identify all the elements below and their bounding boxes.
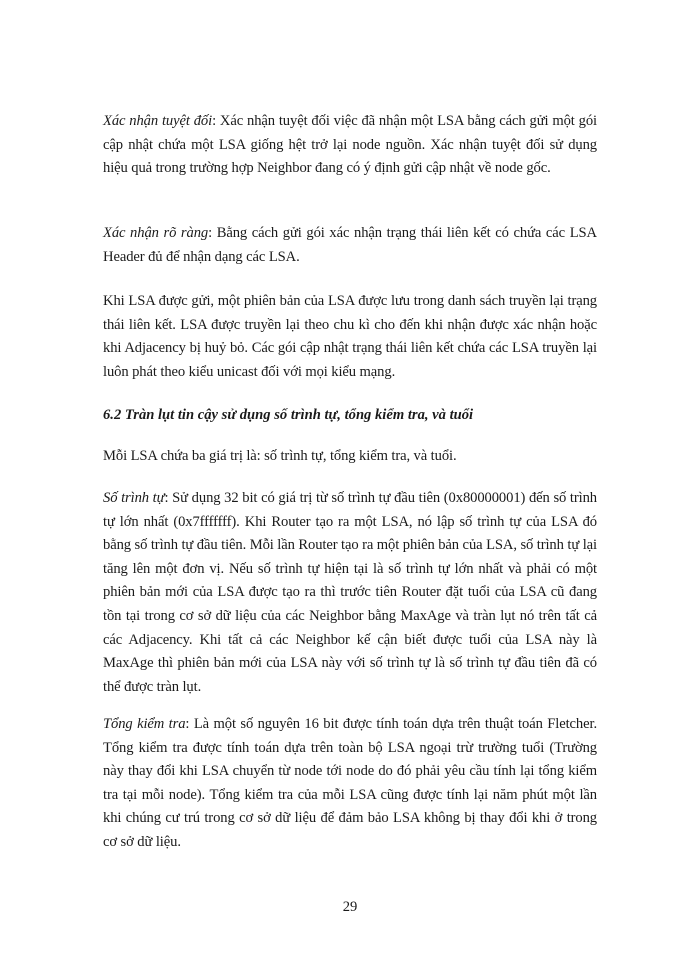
term-implicit-ack: Xác nhận tuyệt đối xyxy=(103,113,213,129)
term-checksum: Tổng kiểm tra xyxy=(103,716,186,732)
paragraph-sequence-number-text: : Sử dụng 32 bit có giá trị từ số trình tự đầu tiên (0x80000001) đến số trình tự lớn nhất (0x7fffffff). Khi Router tạo ra một LSA, nó lập số trình tự của LSA đó bằng số trình tự đầu tiên. Mỗi lần Router tạo ra một phiên bản của LSA, số trình tự lại tăng lên một đơn vị. Nếu số trình tự hiện tại là số trình tự lớn nhất và phải có một phiên bản mới của LSA được tạo ra thì trước tiên Router đặt tuổi của LSA cũ đang tồn tại trong cơ sở dữ liệu của các Neighbor bằng MaxAge và tràn lụt nó trên tất cả các Adjacency. Khi tất cả các Neighbor kế cận biết được tuổi của LSA này là MaxAge thì phiên bản mới của LSA này với số trình tự là số trình tự đầu tiên đã có thể được tràn lụt. xyxy=(103,490,597,695)
paragraph-explicit-ack-text: : Bằng cách gửi gói xác nhận trạng thái liên kết có chứa các LSA Header đủ để nhận dạng các LSA. xyxy=(103,225,597,265)
paragraph-retransmission xyxy=(103,290,597,384)
term-sequence-number: Số trình tự xyxy=(103,490,165,506)
paragraph-checksum xyxy=(103,713,597,855)
section-heading: 6.2 Tràn lụt tin cậy sử dụng số trình tự, tổng kiểm tra, và tuổi xyxy=(103,407,474,423)
paragraph-lsa-values-text: Mỗi LSA chứa ba giá trị là: số trình tự, tổng kiểm tra, và tuổi. xyxy=(103,448,457,464)
paragraph-implicit-ack-text: : Xác nhận tuyệt đối việc đã nhận một LSA bằng cách gửi một gói cập nhật chứa một LSA giống hệt trở lại node nguồn. Xác nhận tuyệt đối sử dụng hiệu quả trong trường hợp Neighbor đang có ý định gửi cập nhật về node gốc. xyxy=(103,113,597,177)
paragraph-retransmission-text: Khi LSA được gửi, một phiên bản của LSA được lưu trong danh sách truyền lại trạng thái liên kết. LSA được truyền lại theo chu kì cho đến khi nhận được xác nhận hoặc khi Adjacency bị huỷ bỏ. Các gói cập nhật trạng thái liên kết chứa các LSA truyền lại luôn phát theo kiểu unicast đối với mọi kiểu mạng. xyxy=(103,293,597,380)
term-explicit-ack: Xác nhận rõ ràng xyxy=(103,225,209,241)
paragraph-implicit-ack xyxy=(103,110,597,181)
paragraph-lsa-values xyxy=(103,445,597,469)
page-number: 29 xyxy=(342,899,358,915)
paragraph-checksum-text: : Là một số nguyên 16 bit được tính toán dựa trên thuật toán Fletcher. Tổng kiểm tra được tính toán dựa trên toàn bộ LSA ngoại trừ trường tuổi (Trường này thay đổi khi LSA chuyển từ node tới node do đó phải yêu cầu tính lại tổng kiểm tra tại mỗi node). Tổng kiểm tra của mỗi LSA cũng được tính lại năm phút một lần khi chúng cư trú trong cơ sở dữ liệu để đảm bảo LSA không bị thay đổi khi ở trong cơ sở dữ liệu. xyxy=(103,716,597,850)
paragraph-sequence-number xyxy=(103,487,597,699)
paragraph-explicit-ack xyxy=(103,222,597,269)
